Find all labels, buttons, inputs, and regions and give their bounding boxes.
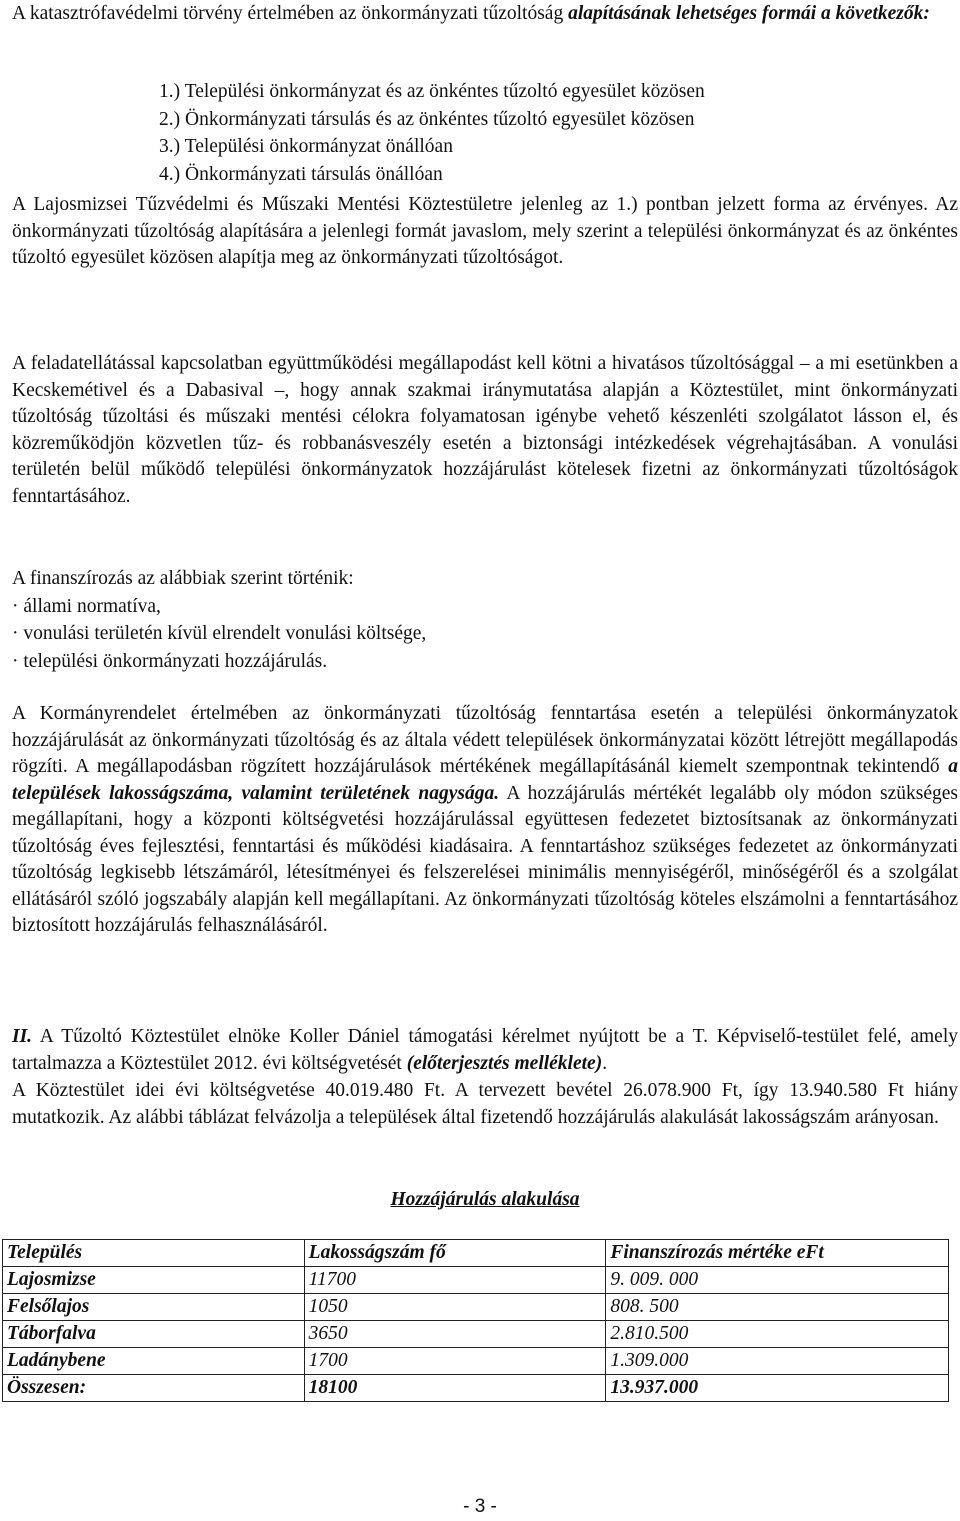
list-item: 2.) Önkormányzati társulás és az önkéntes tűzoltó egyesület közösen [159, 108, 695, 130]
section-two-end: . [602, 1052, 608, 1074]
section-numeral: II. [12, 1026, 33, 1047]
intro-emphasis: alapításának lehetséges formái a következők: [568, 3, 930, 24]
cell-settlement: Lajosmizse [3, 1267, 305, 1294]
intro-paragraph [12, 1, 958, 28]
funding-section [12, 566, 958, 675]
list-item: 1.) Települési önkormányzat és az önkéntes tűzoltó egyesület közösen [159, 81, 705, 102]
table-row [3, 1267, 949, 1294]
cell-funding: 1.309.000 [606, 1348, 949, 1375]
funding-list [12, 593, 958, 676]
table-title-text: Hozzájárulás alakulása [390, 1189, 580, 1210]
header-cell-funding: Finanszírozás mértéke eFt [606, 1240, 949, 1267]
cell-population: 11700 [304, 1267, 606, 1294]
table-header-row [3, 1240, 949, 1267]
decree-emphasis: a települések lakosságszáma, valamint területének nagysága. [12, 756, 958, 804]
table-row [3, 1321, 949, 1348]
list-item: 3.) Települési önkormányzat önállóan [159, 136, 453, 157]
paragraph-budget: A Köztestület idei évi költségvetése 40.019.480 Ft. A tervezett bevétel 26.078.900 Ft, így 13.940.580 Ft hiány mutatkozik. Az alábbi táblázat felvázolja a települések által fizetendő hozzájárulás alakulását lakosságszám arányosan. [12, 1080, 958, 1128]
header-cell-population: Lakosságszám fő [304, 1240, 606, 1267]
list-item: · állami normatíva, [12, 595, 161, 617]
header-cell-settlement: Település [3, 1240, 305, 1267]
list-item: 4.) Önkormányzati társulás önállóan [159, 163, 443, 185]
cell-total-funding: 13.937.000 [606, 1375, 949, 1402]
intro-text: A katasztrófavédelmi törvény értelmében az önkormányzati tűzoltóság [12, 3, 569, 24]
table-row [3, 1348, 949, 1375]
table-title [12, 1187, 958, 1214]
funding-heading: A finanszírozás az alábbiak szerint történik: [12, 568, 354, 589]
cell-total-population: 18100 [304, 1375, 606, 1402]
list-item: · települési önkormányzati hozzájárulás. [12, 650, 328, 672]
decree-text-2: A hozzájárulás mértékét legalább oly módon szükséges megállapítani, hogy a központi költségvetési hozzájárulással együttesen fedezetet biztosítsanak az önkormányzati tűzoltóság éves fejlesztési, fenntartási és működési kiadásaira. A fenntartáshoz szükséges fedezetet az önkormányzati tűzoltóság legkisebb létszámáról, létesítményei és felszerelései minimális mennyiségéről, minőségéről és a szolgálat ellátásáról szóló jogszabály alapján kell megállapítani. Az önkormányzati tűzoltóság köteles elszámolni a fenntartásához biztosított hozzájárulás felhasználásáról. [12, 782, 958, 936]
paragraph-current-form: A Lajosmizsei Tűzvédelmi és Műszaki Mentési Köztestületre jelenleg az 1.) pontban jelzett forma az érvényes. Az önkormányzati tűzoltóság alapítására a jelenlegi formát javaslom, mely szerint a települési önkormányzat és az önkéntes tűzoltó egyesület közösen alapítja meg az önkormányzati tűzoltóságot. [12, 194, 958, 268]
founding-options-list [159, 78, 705, 188]
paragraph-section-two [12, 1024, 958, 1077]
decree-text-1: A Kormányrendelet értelmében az önkormányzati tűzoltóság fenntartása esetén a települési önkormányzatok hozzájárulását az önkormányzati tűzoltóság és az általa védett települések önkormányzatai között létrejött megállapodás rögzíti. A megállapodásban rögzített hozzájárulások mértékének megállapításánál kiemelt szempontnak tekintendő [12, 703, 958, 777]
section-two-text: A Tűzoltó Köztestület elnöke Koller Dániel támogatási kérelmet nyújtott be a T. Képviselő-testület felé, amely tartalmazza a Köztestület 2012. évi költségvetését [12, 1026, 958, 1074]
paragraph-government-decree [12, 701, 958, 940]
cell-settlement: Táborfalva [3, 1321, 305, 1348]
attachment-reference: (előterjesztés melléklete) [406, 1052, 603, 1074]
cell-funding: 808. 500 [606, 1294, 949, 1321]
cell-settlement: Felsőlajos [3, 1294, 305, 1321]
list-item: · vonulási területén kívül elrendelt vonulási költsége, [12, 623, 427, 644]
cell-population: 1050 [304, 1294, 606, 1321]
page-number: - 3 - [463, 1496, 497, 1517]
paragraph-cooperation: A feladatellátással kapcsolatban együttműködési megállapodást kell kötni a hivatásos tűzoltósággal – a mi esetünkben a Kecskemétivel és a Dabasival –, hogy annak szakmai iránymutatása alapján a Köztestület, mint önkormányzati tűzoltóság tűzoltási és műszaki mentési célokra folyamatosan igénybe vehető készenléti szolgálatot lásson el, és közreműködjön közvetlen tűz- és robbanásveszély esetén a biztonsági intézkedések végrehajtásában. A vonulási területén belül működő települési önkormányzatok hozzájárulást kötelesek fizetni az önkormányzati tűzoltóságok fenntartásához. [12, 353, 958, 507]
table-total-row [3, 1375, 949, 1402]
cell-funding: 2.810.500 [606, 1321, 949, 1348]
cell-population: 1700 [304, 1348, 606, 1375]
cell-total-label: Összesen: [3, 1375, 305, 1402]
table-row [3, 1294, 949, 1321]
cell-funding: 9. 009. 000 [606, 1267, 949, 1294]
cell-settlement: Ladánybene [3, 1348, 305, 1375]
cell-population: 3650 [304, 1321, 606, 1348]
contribution-table [2, 1239, 949, 1402]
